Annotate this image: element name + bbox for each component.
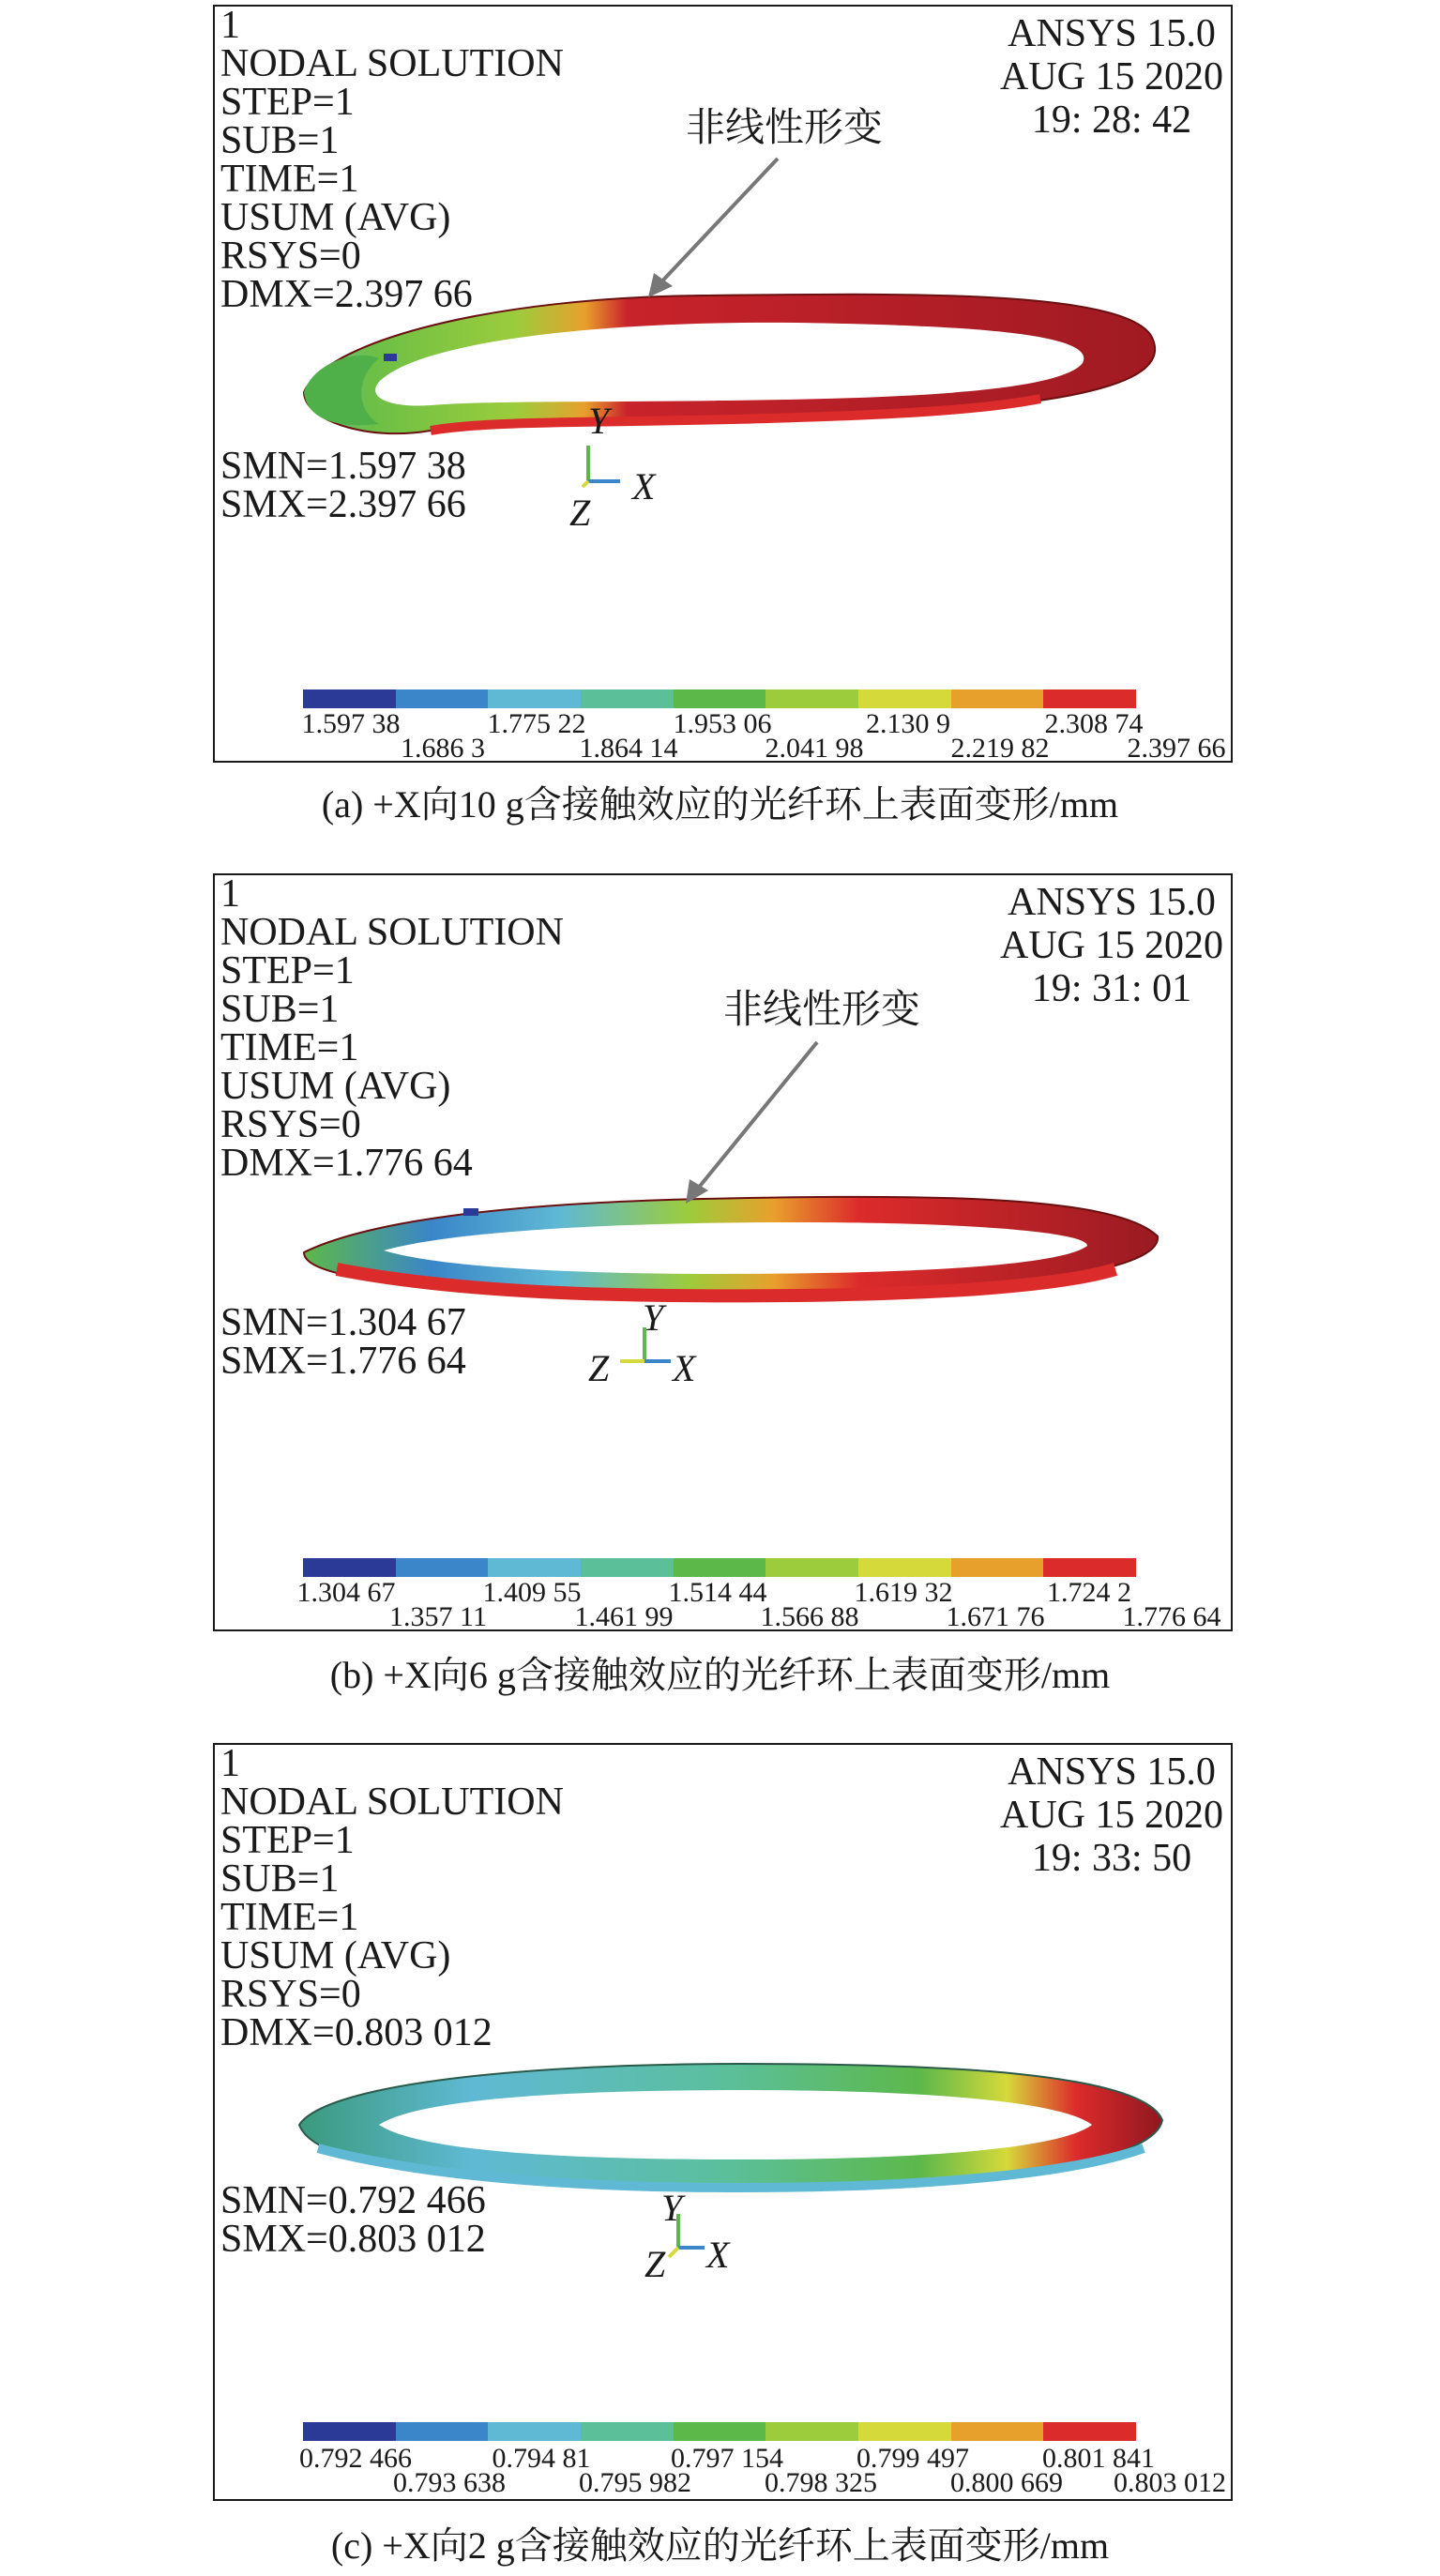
color-legend <box>303 1558 1136 1577</box>
axis-x-label: X <box>673 1347 696 1389</box>
legend-tick: 1.619 32 <box>854 1577 953 1608</box>
legend-band <box>581 689 674 708</box>
axis-z-label: Z <box>644 2243 666 2285</box>
legend-tick: 1.864 14 <box>579 733 678 764</box>
axis-x-label: X <box>706 2234 730 2276</box>
legend-band <box>303 689 396 708</box>
legend-band <box>858 2422 951 2441</box>
legend-band <box>581 2422 674 2441</box>
legend-band <box>488 689 581 708</box>
legend-tick: 2.219 82 <box>950 733 1050 764</box>
legend-tick: 1.514 44 <box>668 1577 767 1608</box>
legend-band <box>858 1558 951 1577</box>
legend-band <box>951 689 1044 708</box>
solution-info: 1 NODAL SOLUTION STEP=1 SUB=1 TIME=1 USUM (AVG) RSYS=0 DMX=0.803 012 <box>220 1742 564 2054</box>
legend-tick: 0.792 466 <box>299 2443 412 2474</box>
panel-c <box>213 1743 1233 2501</box>
legend-band <box>674 1558 766 1577</box>
caption-a: (a) +X向10 g含接触效应的光纤环上表面变形/mm <box>321 783 1119 826</box>
axis-z-label: Z <box>569 492 591 534</box>
legend-band <box>488 2422 581 2441</box>
color-legend <box>303 2422 1136 2441</box>
legend-tick: 1.724 2 <box>1047 1577 1131 1608</box>
legend-tick: 1.566 88 <box>760 1601 859 1632</box>
solution-info: 1 NODAL SOLUTION STEP=1 SUB=1 TIME=1 USUM (AVG) RSYS=0 DMX=2.397 66 <box>220 4 564 316</box>
legend-tick: 0.798 325 <box>765 2467 877 2498</box>
legend-tick: 1.357 11 <box>389 1601 487 1632</box>
legend-tick: 0.803 012 <box>1114 2467 1226 2498</box>
legend-tick: 2.397 66 <box>1127 733 1226 764</box>
legend-band <box>951 1558 1044 1577</box>
legend-tick: 0.794 81 <box>492 2443 591 2474</box>
legend-band <box>1043 2422 1136 2441</box>
legend-band <box>396 2422 489 2441</box>
legend-band <box>488 1558 581 1577</box>
legend-tick: 2.308 74 <box>1044 708 1144 739</box>
legend-band <box>1043 689 1136 708</box>
legend-tick: 0.793 638 <box>393 2467 506 2498</box>
legend-band <box>765 1558 858 1577</box>
legend-tick: 1.953 06 <box>673 708 772 739</box>
legend-band <box>858 689 951 708</box>
legend-tick: 1.461 99 <box>574 1601 674 1632</box>
caption-c: (c) +X向2 g含接触效应的光纤环上表面变形/mm <box>330 2524 1110 2567</box>
legend-band <box>951 2422 1044 2441</box>
legend-tick: 0.800 669 <box>950 2467 1063 2498</box>
nonlinear-annotation: 非线性形变 <box>686 104 884 150</box>
legend-band <box>765 2422 858 2441</box>
axis-y-label: Y <box>588 400 610 442</box>
legend-tick: 1.671 76 <box>946 1601 1045 1632</box>
smn-value: SMN=1.304 67 <box>220 1301 466 1344</box>
axis-triad <box>215 1742 1231 2499</box>
axis-y-label: Y <box>643 1296 664 1339</box>
axis-triad <box>215 4 1231 764</box>
smx-value: SMX=2.397 66 <box>220 483 466 526</box>
axis-z-label: Z <box>588 1347 610 1389</box>
smx-value: SMX=0.803 012 <box>220 2218 486 2261</box>
panel-b <box>213 873 1233 1631</box>
legend-tick: 0.801 841 <box>1042 2443 1155 2474</box>
software-stamp: ANSYS 15.0 AUG 15 2020 19: 31: 01 <box>1000 881 1223 1010</box>
legend-band <box>303 2422 396 2441</box>
axis-x-label: X <box>632 465 656 508</box>
legend-band <box>1043 1558 1136 1577</box>
legend-band <box>674 689 766 708</box>
axis-y-label: Y <box>661 2187 683 2229</box>
legend-tick: 2.041 98 <box>765 733 864 764</box>
solution-info: 1 NODAL SOLUTION STEP=1 SUB=1 TIME=1 USUM (AVG) RSYS=0 DMX=1.776 64 <box>220 872 564 1185</box>
legend-tick: 0.797 154 <box>671 2443 783 2474</box>
legend-tick: 1.686 3 <box>401 733 485 764</box>
smn-value: SMN=1.597 38 <box>220 445 466 488</box>
smx-value: SMX=1.776 64 <box>220 1340 466 1383</box>
color-legend <box>303 689 1136 708</box>
legend-tick: 1.775 22 <box>487 708 586 739</box>
caption-b: (b) +X向6 g含接触效应的光纤环上表面变形/mm <box>329 1654 1111 1696</box>
legend-band <box>396 689 489 708</box>
smn-value: SMN=0.792 466 <box>220 2179 486 2222</box>
legend-tick: 0.795 982 <box>579 2467 691 2498</box>
legend-tick: 1.776 64 <box>1122 1601 1221 1632</box>
legend-tick: 2.130 9 <box>866 708 950 739</box>
legend-tick: 1.597 38 <box>301 708 401 739</box>
software-stamp: ANSYS 15.0 AUG 15 2020 19: 33: 50 <box>1000 1750 1223 1880</box>
legend-tick: 1.304 67 <box>296 1577 396 1608</box>
legend-tick: 0.799 497 <box>856 2443 969 2474</box>
legend-band <box>674 2422 766 2441</box>
software-stamp: ANSYS 15.0 AUG 15 2020 19: 28: 42 <box>1000 12 1223 142</box>
legend-band <box>765 689 858 708</box>
legend-tick: 1.409 55 <box>482 1577 582 1608</box>
nonlinear-annotation: 非线性形变 <box>723 986 921 1032</box>
legend-band <box>303 1558 396 1577</box>
legend-band <box>396 1558 489 1577</box>
axis-triad <box>215 872 1231 1632</box>
legend-band <box>581 1558 674 1577</box>
panel-a <box>213 5 1233 763</box>
